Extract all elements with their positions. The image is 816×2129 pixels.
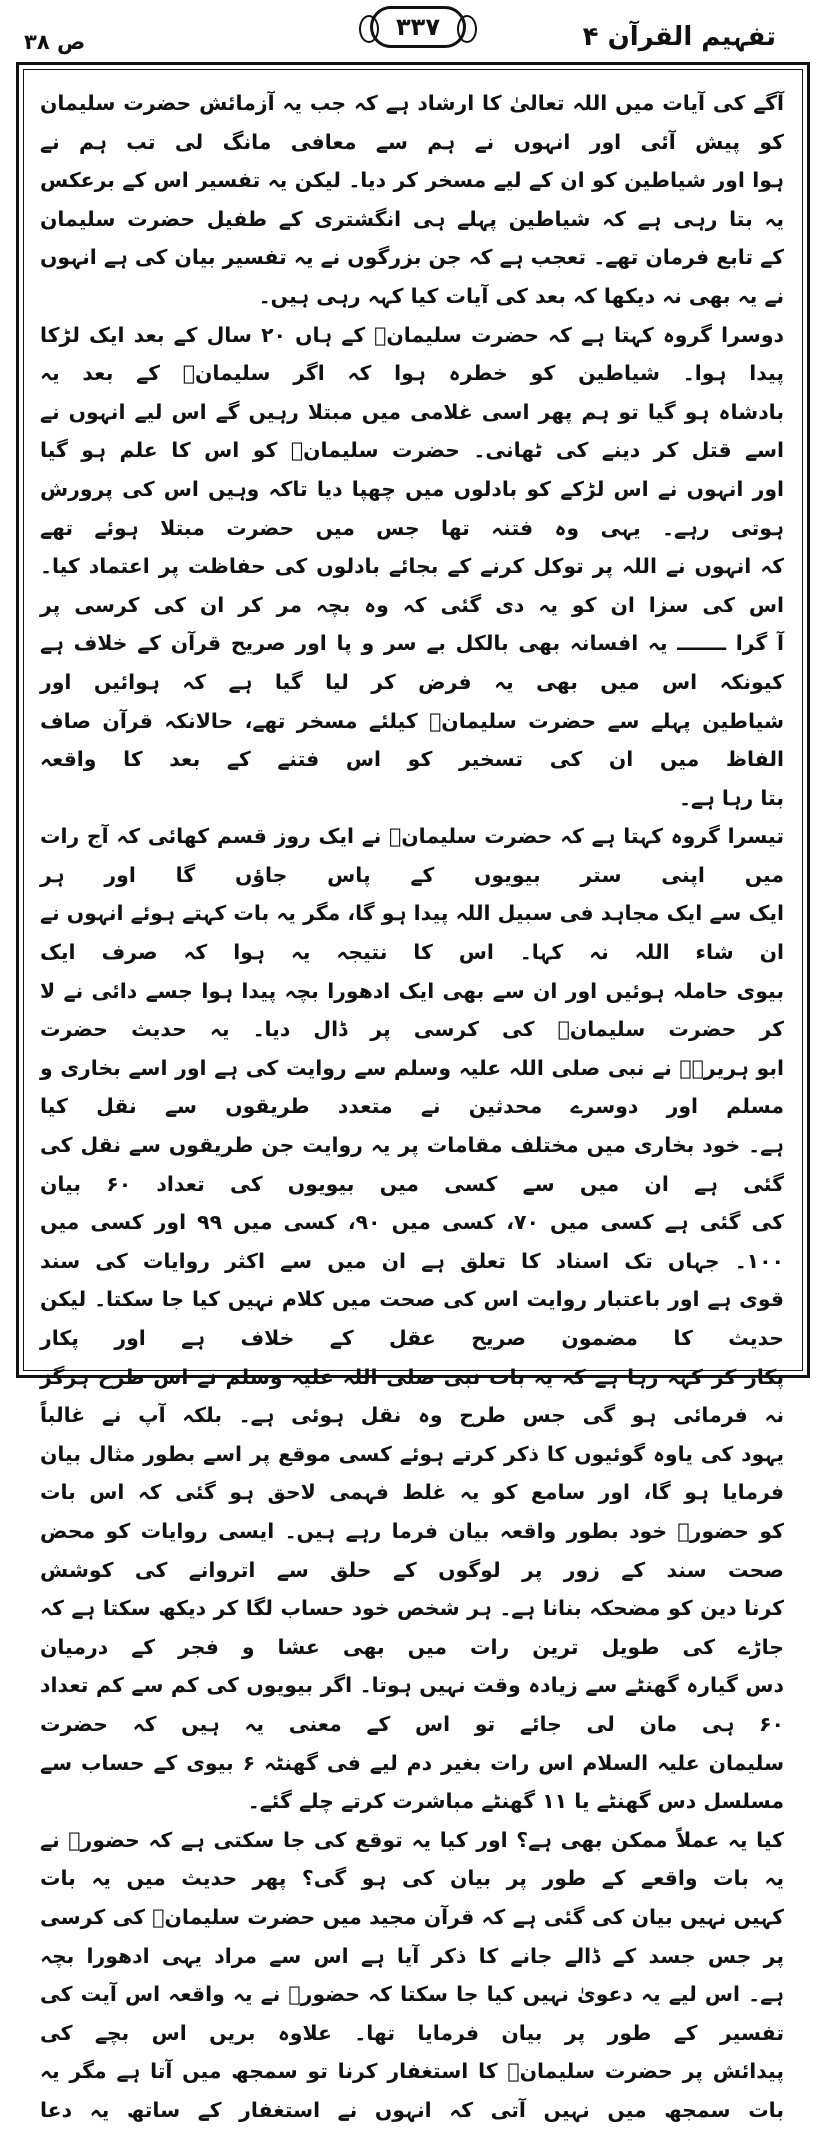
text-line: کے تابع فرمان تھے۔ تعجب ہے کہ جن بزرگوں نے یہ تفسیر بیان کی ہے انہوں نے یہ بھی نہ دیکھا کہ بعد کی آیات کیا کہہ رہی ہیں۔ xyxy=(40,245,784,308)
text-line: ہے۔ خود بخاری میں مختلف مقامات پر یہ روایت جن طریقوں سے نقل کی گئی ہے ان میں سے کسی میں بیویوں کی تعداد ۶۰ بیان xyxy=(40,1133,784,1196)
text-line: بادشاہ ہو گیا تو ہم پھر اسی غلامی میں مبتلا رہیں گے اس لیے انہوں نے اسے قتل کر دینے کی ٹھانی۔ حضرت سلیمانؑ کو اس کا علم ہو گیا xyxy=(40,399,784,463)
text-line: پیدائش پر حضرت سلیمانؑ کا استغفار کرنا تو سمجھ میں آتا ہے مگر یہ بات سمجھ میں نہیں آتی کہ انہوں نے استغفار کے ساتھ یہ دعا xyxy=(40,2059,784,2122)
body-text xyxy=(40,84,784,2129)
text-line: اور انہوں نے اس لڑکے کو بادلوں میں چھپا دیا تاکہ وہیں اس کی پرورش ہوتی رہے۔ یہی وہ فتنہ تھا جس میں حضرت مبتلا ہوئے تھے xyxy=(40,476,784,540)
text-line: کی گئی ہے کسی میں ۷۰، کسی میں ۹۰، کسی میں ۹۹ اور کسی میں ۱۰۰۔ جہاں تک اسناد کا تعلق ہے ان میں سے اکثر روایات کی سند xyxy=(40,1210,785,1273)
text-line: پکار کر کہہ رہا ہے کہ یہ بات نبی صلی اللہ علیہ وسلم نے اس طرح ہرگز نہ فرمائی ہو گی جس طرح وہ نقل ہوئی ہے۔ بلکہ آپ نے غالباً xyxy=(40,1364,784,1428)
text-line: بتا رہا ہے۔ xyxy=(678,785,784,810)
page-header xyxy=(0,0,816,70)
text-line: ہے۔ اس لیے یہ دعویٰ نہیں کیا جا سکتا کہ حضورؐ نے یہ واقعہ اس آیت کی تفسیر کے طور پر بیان فرمایا تھا۔ علاوہ بریں اس بچے کی xyxy=(40,1982,784,2045)
text-line: ہوا اور شیاطین کو ان کے لیے مسخر کر دیا۔ لیکن یہ تفسیر اس کے برعکس یہ بتا رہی ہے کہ شیاطین پہلے ہی انگشتری کے طفیل حضرت سلیمان xyxy=(40,168,784,231)
text-line: کو حضورؐ خود بطور واقعہ بیان فرما رہے ہیں۔ ایسی روایات کو محض صحت سند کے زور پر لوگوں کے حلق سے اتروانے کی کوشش xyxy=(40,1518,784,1582)
text-line: آگے کی آیات میں اللہ تعالیٰ کا ارشاد ہے کہ جب یہ آزمائش حضرت سلیمان کو پیش آئی اور انہوں نے ہم سے معافی مانگ لی تب ہم نے xyxy=(40,91,784,154)
page-number-ornament: ٣٣٧ xyxy=(370,6,466,48)
text-line: دس گیارہ گھنٹے سے زیادہ وقت نہیں ہوتا۔ اگر بیویوں کی کم سے کم تعداد ۶۰ ہی مان لی جائے تو اس کے معنی یہ ہیں کہ حضرت xyxy=(40,1673,784,1736)
text-line: کہ انہوں نے اللہ پر توکل کرنے کے بجائے بادلوں کی حفاظت پر اعتماد کیا۔ اس کی سزا ان کو یہ دی گئی کہ وہ بچہ مر کر ان کی کرسی پر xyxy=(40,554,784,617)
text-line: کرنا دین کو مضحکہ بنانا ہے۔ ہر شخص خود حساب لگا کر دیکھ سکتا ہے کہ جاڑے کی طویل ترین رات میں بھی عشا و فجر کے درمیان xyxy=(40,1596,784,1659)
text-line: شیاطین پہلے سے حضرت سلیمانؑ کیلئے مسخر تھے، حالانکہ قرآن صاف الفاظ میں ان کی تسخیر کو اس فتنے کے بعد کا واقعہ xyxy=(40,708,784,772)
text-line: یہود کی یاوہ گوئیوں کا ذکر کرتے ہوئے کسی موقع پر اسے بطور مثال بیان فرمایا ہو گا، اور سامع کو یہ غلط فہمی لاحق ہو گئی کہ اس بات xyxy=(40,1441,784,1505)
text-line: دوسرا گروہ کہتا ہے کہ حضرت سلیمانؑ کے ہاں ۲۰ سال کے بعد ایک لڑکا پیدا ہوا۔ شیاطین کو خطرہ ہوا کہ اگر سلیمانؑ کے بعد یہ xyxy=(40,322,784,386)
book-title: تفہیم القرآن ۴ xyxy=(582,22,776,52)
text-line: کہیں نہیں بیان کی گئی ہے کہ قرآن مجید میں حضرت سلیمانؑ کی کرسی پر جس جسد کے ڈالے جانے کا ذکر آیا ہے اس سے مراد یہی ادھورا بچہ xyxy=(40,1904,784,1968)
text-line: تیسرا گروہ کہتا ہے کہ حضرت سلیمانؑ نے ایک روز قسم کھائی کہ آج رات میں اپنی ستر بیویوں کے پاس جاؤں گا اور ہر xyxy=(40,824,784,887)
text-line: قوی ہے اور باعتبار روایت اس کی صحت میں کلام نہیں کیا جا سکتا۔ لیکن حدیث کا مضمون صریح عقل کے خلاف ہے اور پکار xyxy=(40,1287,784,1350)
text-line: کیا یہ عملاً ممکن بھی ہے؟ اور کیا یہ توقع کی جا سکتی ہے کہ حضورؐ نے یہ بات واقعے کے طور پر بیان کی ہو گی؟ پھر حدیث میں یہ بات xyxy=(40,1827,784,1891)
text-line: آ گرا ـــــــ یہ افسانہ بھی بالکل بے سر و پا اور صریح قرآن کے خلاف ہے کیونکہ اس میں بھی یہ فرض کر لیا گیا ہے کہ ہوائیں اور xyxy=(40,631,784,694)
text-line: سلیمان علیہ السلام اس رات بغیر دم لیے فی گھنٹہ ۶ بیوی کے حساب سے مسلسل دس گھنٹے یا ۱۱ گھنٹے مباشرت کرتے چلے گئے۔ xyxy=(40,1750,785,1814)
text-line: ایک سے ایک مجاہد فی سبیل اللہ پیدا ہو گا، مگر یہ بات کہتے ہوئے انہوں نے ان شاء اللہ نہ کہا۔ اس کا نتیجہ یہ ہوا کہ صرف ایک xyxy=(40,901,784,965)
page-reference: ص ٣٨ xyxy=(24,30,86,54)
text-line: بیوی حاملہ ہوئیں اور ان سے بھی ایک ادھورا بچہ پیدا ہوا جسے دائی نے لا کر حضرت سلیمانؑ کی کرسی پر ڈال دیا۔ یہ حدیث حضرت xyxy=(40,978,784,1042)
text-line: ابو ہریرہؓ نے نبی صلی اللہ علیہ وسلم سے روایت کی ہے اور اسے بخاری و مسلم اور دوسرے محدثین نے متعدد طریقوں سے نقل کیا xyxy=(40,1055,784,1119)
